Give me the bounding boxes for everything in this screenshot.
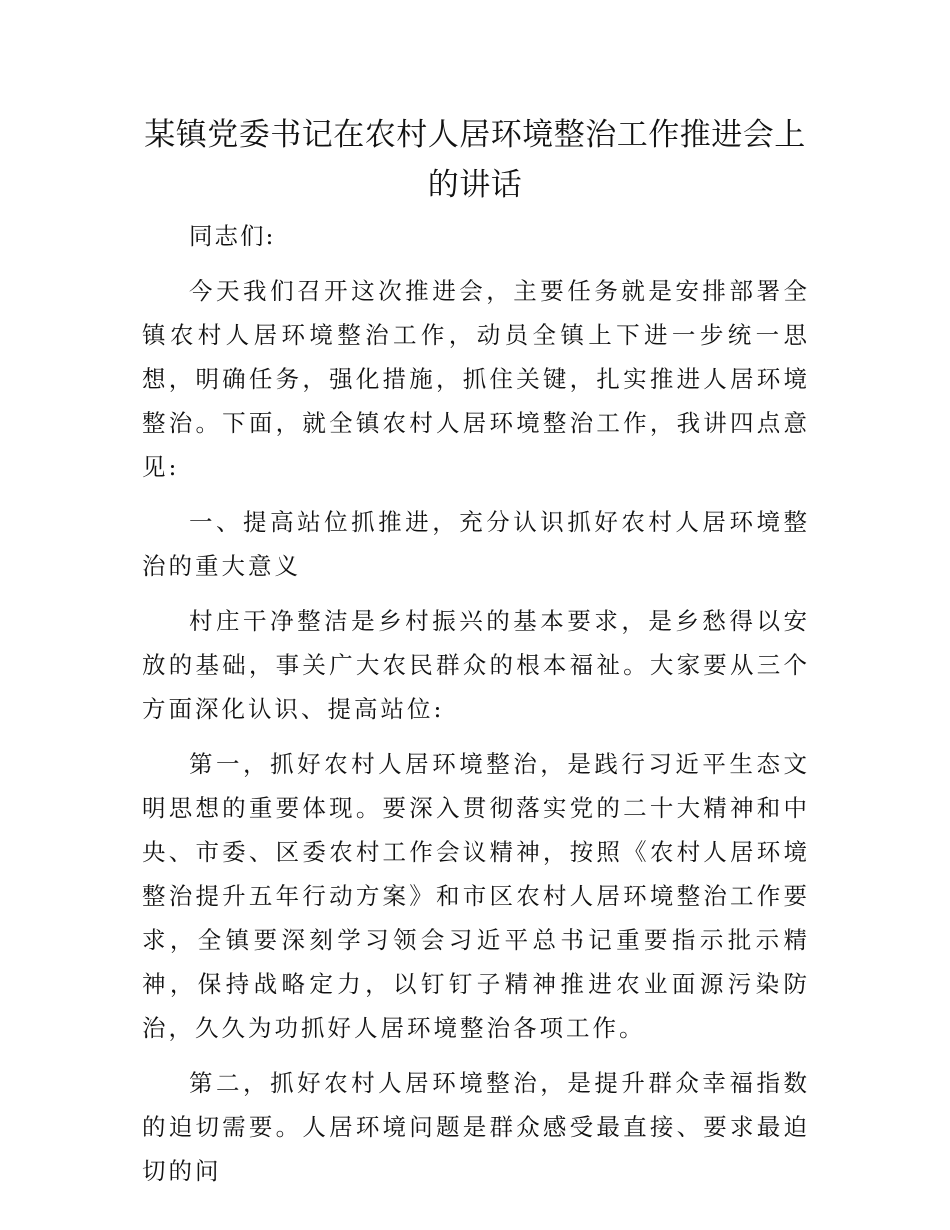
document-title: 某镇党委书记在农村人居环境整治工作推进会上的讲话: [144, 117, 806, 203]
body-paragraph: 村庄干净整洁是乡村振兴的基本要求，是乡愁得以安放的基础，事关广大农民群众的根本福祉。大家要从三个方面深化认识、提高站位:: [142, 607, 810, 723]
salutation-paragraph: 同志们:: [189, 222, 276, 250]
body-paragraph: 第一，抓好农村人居环境整治，是践行习近平生态文明思想的重要体现。要深入贯彻落实党的二十大精神和中央、市委、区委农村工作会议精神，按照《农村人居环境整治提升五年行动方案》和市区农村人居环境整治工作要求，全镇要深刻学习领会习近平总书记重要指示批示精神，保持战略定力，以钉钉子精神推进农业面源污染防治，久久为功抓好人居环境整治各项工作。: [142, 750, 810, 1042]
body-paragraph: 第二，抓好农村人居环境整治，是提升群众幸福指数的迫切需要。人居环境问题是群众感受最直接、要求最迫切的问: [142, 1069, 810, 1185]
section-heading-1: 一、提高站位抓推进，充分认识抓好农村人居环境整治的重大意义: [142, 508, 810, 580]
document-body: [142, 214, 810, 1204]
intro-paragraph: 今天我们召开这次推进会，主要任务就是安排部署全镇农村人居环境整治工作，动员全镇上下进一步统一思想，明确任务，强化措施，抓住关键，扎实推进人居环境整治。下面，就全镇农村人居环境整治工作，我讲四点意见:: [142, 277, 810, 481]
